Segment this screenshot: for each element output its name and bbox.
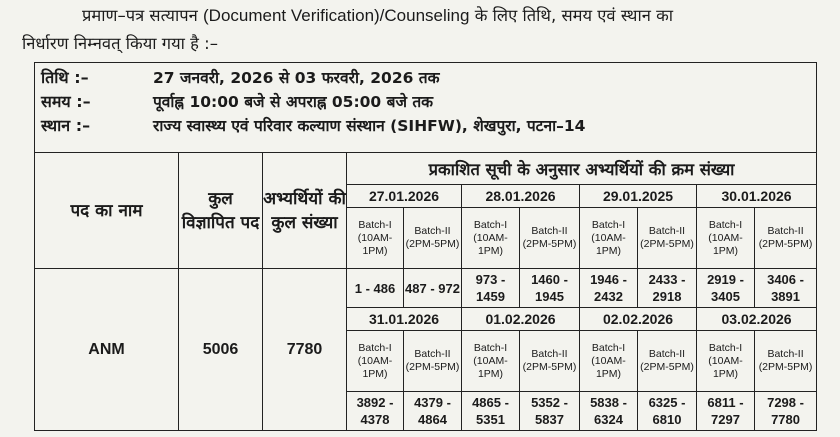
info-block <box>35 63 817 153</box>
date-row <box>41 66 816 90</box>
date-header: 29.01.2025 <box>580 185 697 208</box>
batch-1-label: Batch-I (10AM-1PM) <box>462 331 520 392</box>
serial-range-cell: 7298 - 7780 <box>755 392 817 431</box>
batch-2-label: Batch-II (2PM-5PM) <box>638 331 697 392</box>
post-header: पद का नाम <box>35 153 179 269</box>
batch-2-label: Batch-II (2PM-5PM) <box>404 331 462 392</box>
serial-range-cell: 4865 - 5351 <box>462 392 520 431</box>
total-posts-header: कुल विज्ञापित पद <box>179 153 263 269</box>
serial-number-header: प्रकाशित सूची के अनुसार अभ्यर्थियों की क्रम संख्या <box>347 153 817 185</box>
serial-range-cell: 5838 - 6324 <box>580 392 638 431</box>
schedule-table <box>34 62 817 431</box>
serial-range-cell: 2433 - 2918 <box>638 269 697 308</box>
intro-text-b: (Document Verification)/Counseling <box>203 6 470 25</box>
batch-1-label: Batch-I (10AM-1PM) <box>580 208 638 269</box>
venue-key: स्थान :– <box>41 116 91 135</box>
intro-text-a: प्रमाण–पत्र सत्यापन <box>82 6 203 25</box>
date-header: 28.01.2026 <box>462 185 580 208</box>
post-name-cell: ANM <box>35 269 179 431</box>
serial-range-cell: 2919 - 3405 <box>697 269 755 308</box>
date-header: 27.01.2026 <box>347 185 462 208</box>
batch-2-label: Batch-II (2PM-5PM) <box>638 208 697 269</box>
batch-2-label: Batch-II (2PM-5PM) <box>404 208 462 269</box>
intro-paragraph <box>22 2 834 58</box>
total-posts-cell: 5006 <box>179 269 263 431</box>
batch-2-label: Batch-II (2PM-5PM) <box>520 208 580 269</box>
intro-line-1 <box>22 2 834 30</box>
serial-range-cell: 1460 - 1945 <box>520 269 580 308</box>
total-candidates-header: अभ्यर्थियों की कुल संख्या <box>263 153 347 269</box>
serial-range-cell: 3892 - 4378 <box>347 392 404 431</box>
serial-range-cell: 1946 - 2432 <box>580 269 638 308</box>
batch-1-label: Batch-I (10AM-1PM) <box>462 208 520 269</box>
date-header: 03.02.2026 <box>697 308 817 331</box>
batch-1-label: Batch-I (10AM-1PM) <box>347 208 404 269</box>
serial-range-cell: 6811 - 7297 <box>697 392 755 431</box>
date-header: 02.02.2026 <box>580 308 697 331</box>
total-candidates-cell: 7780 <box>263 269 347 431</box>
batch-1-label: Batch-I (10AM-1PM) <box>697 331 755 392</box>
date-key: तिथि :– <box>41 68 89 87</box>
serial-range-cell: 3406 - 3891 <box>755 269 817 308</box>
serial-range-cell: 4379 - 4864 <box>404 392 462 431</box>
batch-2-label: Batch-II (2PM-5PM) <box>755 208 817 269</box>
venue-value: राज्य स्वास्थ्य एवं परिवार कल्याण संस्थान (SIHFW), शेखपुरा, पटना–14 <box>153 117 586 135</box>
serial-range-cell: 973 - 1459 <box>462 269 520 308</box>
serial-range-cell: 487 - 972 <box>404 269 462 308</box>
serial-range-cell: 1 - 486 <box>347 269 404 308</box>
date-value: 27 जनवरी, 2026 से 03 फरवरी, 2026 तक <box>153 69 440 87</box>
batch-1-label: Batch-I (10AM-1PM) <box>580 331 638 392</box>
batch-1-label: Batch-I (10AM-1PM) <box>697 208 755 269</box>
batch-1-label: Batch-I (10AM-1PM) <box>347 331 404 392</box>
time-value: पूर्वाह्न 10:00 बजे से अपराह्न 05:00 बजे तक <box>153 93 434 111</box>
intro-text-c: के लिए तिथि, समय एवं स्थान का <box>469 6 674 25</box>
date-header: 01.02.2026 <box>462 308 580 331</box>
serial-range-cell: 5352 - 5837 <box>520 392 580 431</box>
batch-2-label: Batch-II (2PM-5PM) <box>755 331 817 392</box>
venue-row <box>41 114 816 138</box>
time-row <box>41 90 816 114</box>
date-header: 30.01.2026 <box>697 185 817 208</box>
time-key: समय :– <box>41 92 91 111</box>
intro-line-2: निर्धारण निम्नवत् किया गया है :– <box>22 34 218 53</box>
batch-2-label: Batch-II (2PM-5PM) <box>520 331 580 392</box>
serial-range-cell: 6325 - 6810 <box>638 392 697 431</box>
date-header: 31.01.2026 <box>347 308 462 331</box>
